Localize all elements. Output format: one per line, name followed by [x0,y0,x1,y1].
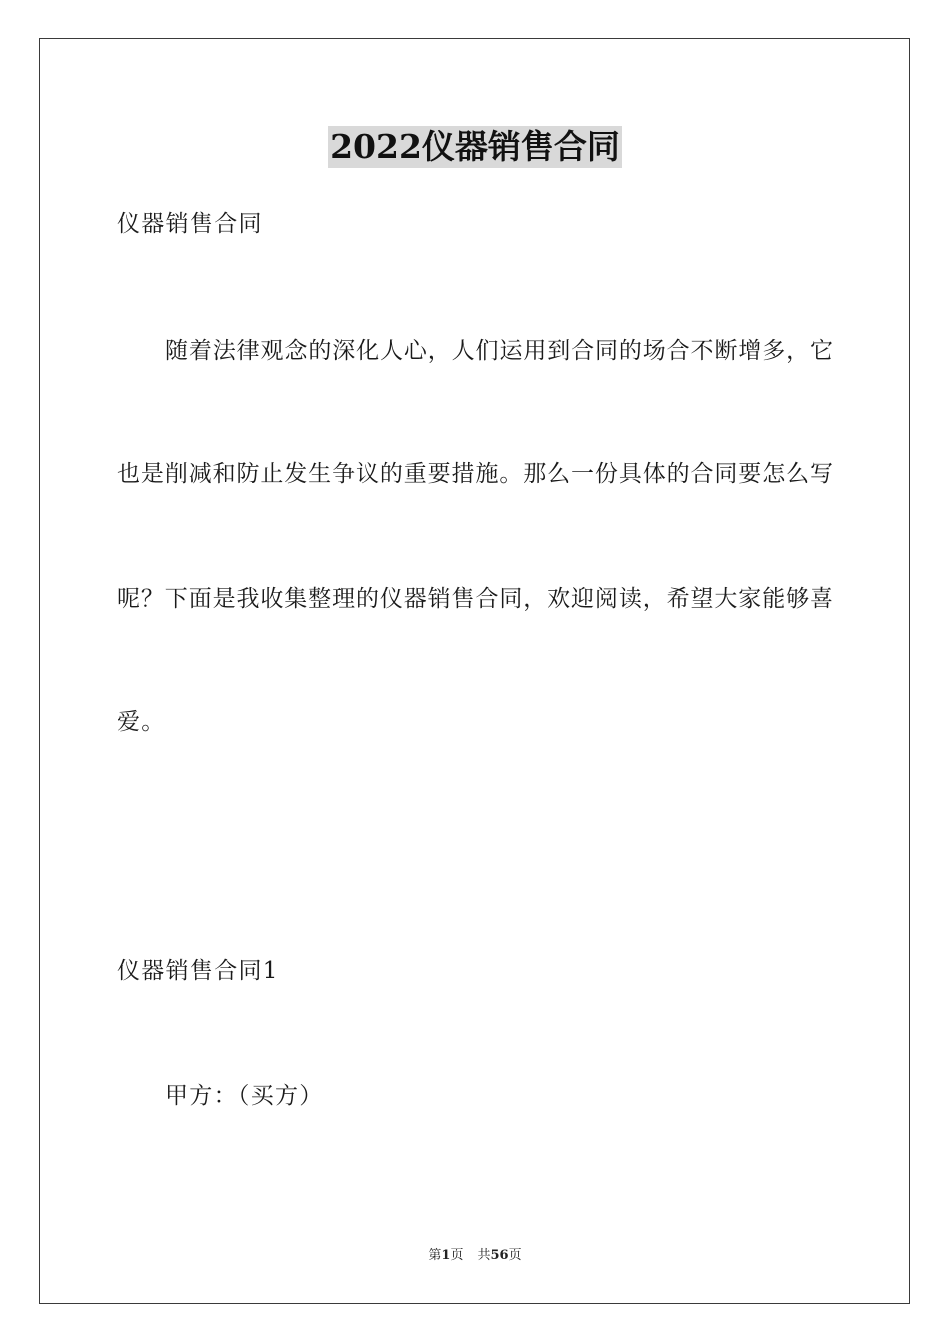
intro-line-1: 随着法律观念的深化人心，人们运用到合同的场合不断增多，它 [165,338,833,364]
footer-total-prefix: 共 [477,1248,491,1263]
title-container [0,126,950,168]
intro-line-3: 呢？下面是我收集整理的仪器销售合同，欢迎阅读，希望大家能够喜 [117,586,833,612]
party-a-line: 甲方：（买方） [165,1083,324,1109]
page-footer [0,1247,950,1265]
document-subtitle: 仪器销售合同 [117,211,263,237]
footer-total-suffix: 页 [508,1248,522,1263]
document-title: 2022仪器销售合同 [330,127,620,166]
intro-line-2: 也是削减和防止发生争议的重要措施。那么一份具体的合同要怎么写 [117,461,833,487]
section-heading: 仪器销售合同1 [117,958,279,984]
footer-total-pages: 56 [490,1248,509,1263]
footer-page-suffix: 页 [450,1248,464,1263]
intro-line-4: 爱。 [117,709,166,735]
footer-prefix: 第 [428,1248,442,1263]
footer-page-number: 1 [441,1248,451,1263]
